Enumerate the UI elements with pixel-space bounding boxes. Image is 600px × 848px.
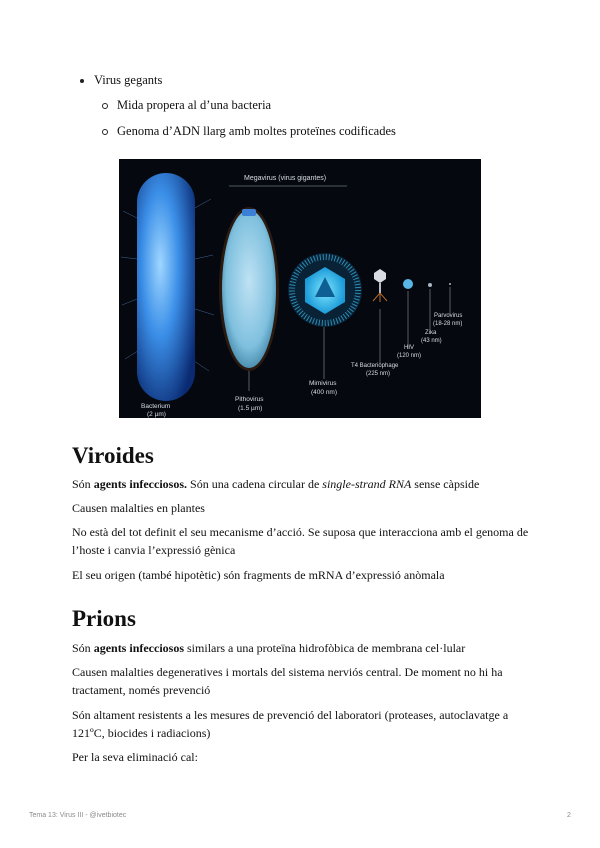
hiv-label: HIV (404, 345, 415, 351)
bacterium-label: Bacterium (141, 403, 171, 410)
prions-paragraph-4: Per la seva eliminació cal: (72, 750, 198, 764)
pithovirus-size: (1.5 µm) (238, 405, 263, 412)
hiv-illustration (403, 279, 413, 289)
text-run: Són (72, 477, 94, 491)
figure-title: Megavirus (virus gigantes) (244, 175, 327, 182)
zika-label: Zika (425, 330, 437, 336)
bullet-circle-icon (102, 129, 108, 135)
zika-illustration (428, 283, 432, 287)
parvovirus-illustration (449, 283, 451, 285)
viroides-paragraph-1 (72, 475, 532, 493)
bacteriophage-illustration (373, 269, 387, 302)
pithovirus-label: Pithovirus (235, 396, 264, 403)
giant-virus-comparison-figure (119, 159, 481, 418)
pithovirus-illustration (219, 207, 279, 371)
bullet-virus-gegants (80, 73, 162, 88)
sub-bullet-text: Mida propera al d’una bacteria (117, 98, 272, 112)
footer-title: Tema 13: Virus III - @ivetbiotec (29, 812, 127, 819)
hiv-size: (120 nm) (397, 353, 422, 359)
italic-run: single-strand RNA (322, 477, 412, 491)
text-run: Són una cadena circular de (187, 477, 323, 491)
text-run: Són (72, 641, 94, 655)
parvovirus-label: Parvovirus (434, 313, 463, 319)
bacteriophage-size: (225 nm) (366, 371, 391, 377)
bacteriophage-label: T4 Bacteriophage (351, 363, 399, 369)
prions-paragraph-1 (72, 639, 532, 657)
bold-run: agents infecciosos. (93, 477, 188, 491)
bullet-dot-icon (80, 79, 84, 83)
prions-paragraph-3: Són altament resistents a les mesures de prevenció del laboratori (proteases, autoclavatge a 121ºC, biocides i radiacions) (72, 708, 509, 740)
zika-size: (43 nm) (421, 338, 442, 344)
viroides-heading: Viroides (72, 443, 154, 468)
parvovirus-size: (18-28 nm) (433, 321, 463, 327)
sub-bullet-genoma (102, 124, 396, 139)
bold-run: agents infecciosos (93, 641, 185, 655)
bacterium-size: (2 µm) (147, 411, 166, 418)
text-run: similars a una proteïna hidrofòbica de membrana cel·lular (184, 641, 466, 655)
bullet-text: Virus gegants (94, 73, 163, 87)
viroides-paragraph-4: El seu origen (també hipotètic) són fragments de mRNA d’expressió anòmala (72, 568, 445, 582)
bullet-circle-icon (102, 103, 108, 109)
text-run: sense càpside (411, 477, 480, 491)
prions-heading: Prions (72, 606, 136, 631)
page-number: 2 (567, 812, 571, 819)
mimivirus-label: Mimivirus (309, 380, 337, 387)
viroides-paragraph-2: Causen malalties en plantes (72, 501, 205, 515)
viroides-paragraph-3: No està del tot definit el seu mecanisme d’acció. Se suposa que interacciona amb el genoma de l’hoste i canvia l’expressió gènica (72, 525, 529, 557)
mimivirus-size: (400 nm) (311, 389, 338, 396)
sub-bullet-text: Genoma d’ADN llarg amb moltes proteïnes codificades (117, 124, 396, 138)
bacterium-illustration (121, 173, 214, 401)
prions-paragraph-2: Causen malalties degeneratives i mortals del sistema nerviós central. De moment no hi ha tractament, només prevenció (72, 665, 503, 697)
sub-bullet-mida (102, 98, 271, 113)
mimivirus-illustration (288, 253, 362, 327)
